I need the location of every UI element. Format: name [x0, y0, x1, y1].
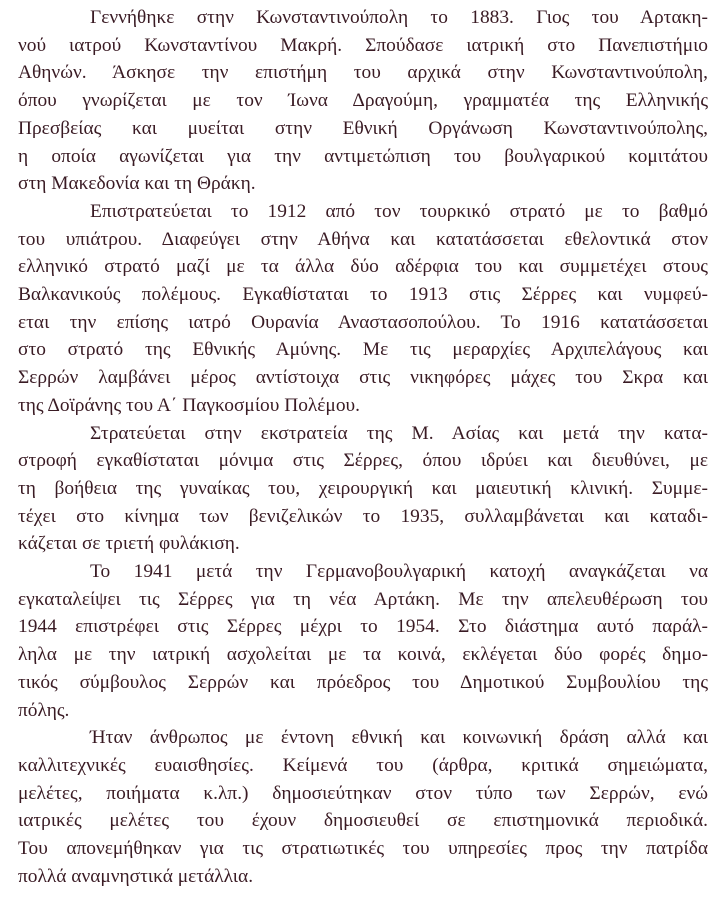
paragraph-2 [18, 198, 708, 420]
paragraph-4 [18, 558, 708, 724]
text-line: πολλά αναμνηστικά μετάλλια. [18, 865, 254, 887]
text-line: τέχει στο κίνημα των βενιζελικών το 1935, συλλαμβάνεται και καταδι- [18, 505, 708, 527]
text-line: Ήταν άνθρωπος με έντονη εθνική και κοινωνική δράση αλλά και [90, 727, 708, 749]
text-line: Βαλκανικούς πολέμους. Εγκαθίσταται το 1913 στις Σέρρες και νυμφεύ- [18, 284, 708, 306]
text-line: ιατρικές μελέτες του έχουν δημοσιευθεί σε επιστημονικά περιοδικά. [18, 810, 708, 832]
text-line: νού ιατρού Κωνσταντίνου Μακρή. Σπούδασε ιατρική στο Πανεπιστήμιο [18, 34, 708, 56]
text-line: στη Μακεδονία και τη Θράκη. [18, 173, 256, 195]
text-line: Του απονεμήθηκαν για τις στρατιωτικές του υπηρεσίες προς την πατρίδα [18, 838, 708, 860]
paragraph-3 [18, 420, 708, 559]
text-line: μελέτες, ποιήματα κ.λπ.) δημοσιεύτηκαν στον τύπο των Σερρών, ενώ [18, 782, 708, 804]
text-line: εται την επίσης ιατρό Ουρανία Αναστασοπούλου. Το 1916 κατατάσσεται [18, 311, 708, 333]
text-line: Αθηνών. Άσκησε την επιστήμη του αρχικά στην Κωνσταντινούπολη, [18, 62, 708, 84]
text-line: Πρεσβείας και μυείται στην Εθνική Οργάνωση Κωνσταντινούπολης, [18, 117, 708, 139]
text-line: του υπιάτρου. Διαφεύγει στην Αθήνα και κατατάσσεται εθελοντικά στον [18, 228, 708, 250]
paragraph-5 [18, 724, 708, 890]
text-line: καλλιτεχνικές ευαισθησίες. Κείμενά του (άρθρα, κριτικά σημειώματα, [18, 754, 708, 776]
text-line: κάζεται σε τριετή φυλάκιση. [18, 533, 240, 555]
text-line: Γεννήθηκε στην Κωνσταντινούπολη το 1883. Γιος του Αρτακη- [90, 7, 708, 28]
document-body [18, 4, 708, 891]
text-line: ελληνικό στρατό μαζί με τα άλλα δύο αδέρφια του και συμμετέχει στους [18, 256, 708, 278]
paragraph-1 [18, 4, 708, 198]
text-line: Το 1941 μετά την Γερμανοβουλγαρική κατοχή αναγκάζεται να [90, 561, 708, 583]
text-line: όπου γνωρίζεται με τον Ίωνα Δραγούμη, γραμματέα της Ελληνικής [18, 90, 708, 112]
text-line: Σερρών λαμβάνει μέρος αντίστοιχα στις νικηφόρες μάχες του Σκρα και [18, 367, 708, 389]
text-line: ληλα με την ιατρική ασχολείται με τα κοινά, εκλέγεται δύο φορές δημο- [18, 644, 708, 666]
text-line: πόλης. [18, 699, 70, 721]
text-line: τη βοήθεια της γυναίκας του, χειρουργική και μαιευτική κλινική. Συμμε- [18, 477, 708, 499]
text-line: τικός σύμβουλος Σερρών και πρόεδρος του Δημοτικού Συμβουλίου της [18, 671, 708, 693]
text-line: στροφή εγκαθίσταται μόνιμα στις Σέρρες, όπου ιδρύει και διευθύνει, με [18, 450, 708, 472]
text-line: Στρατεύεται στην εκστρατεία της Μ. Ασίας και μετά την κατα- [90, 422, 708, 444]
text-line: στο στρατό της Εθνικής Αμύνης. Με τις μεραρχίες Αρχιπελάγους και [18, 339, 708, 361]
text-line: της Δοϊράνης του Α΄ Παγκοσμίου Πολέμου. [18, 394, 360, 416]
text-line: εγκαταλείψει τις Σέρρες για τη νέα Αρτάκη. Με την απελευθέρωση του [18, 588, 708, 610]
text-line: 1944 επιστρέφει στις Σέρρες μέχρι το 1954. Στο διάστημα αυτό παράλ- [18, 616, 708, 638]
text-line: η οποία αγωνίζεται για την αντιμετώπιση του βουλγαρικού κομιτάτου [18, 145, 708, 167]
text-line: Επιστρατεύεται το 1912 από τον τουρκικό στρατό με το βαθμό [90, 200, 708, 222]
